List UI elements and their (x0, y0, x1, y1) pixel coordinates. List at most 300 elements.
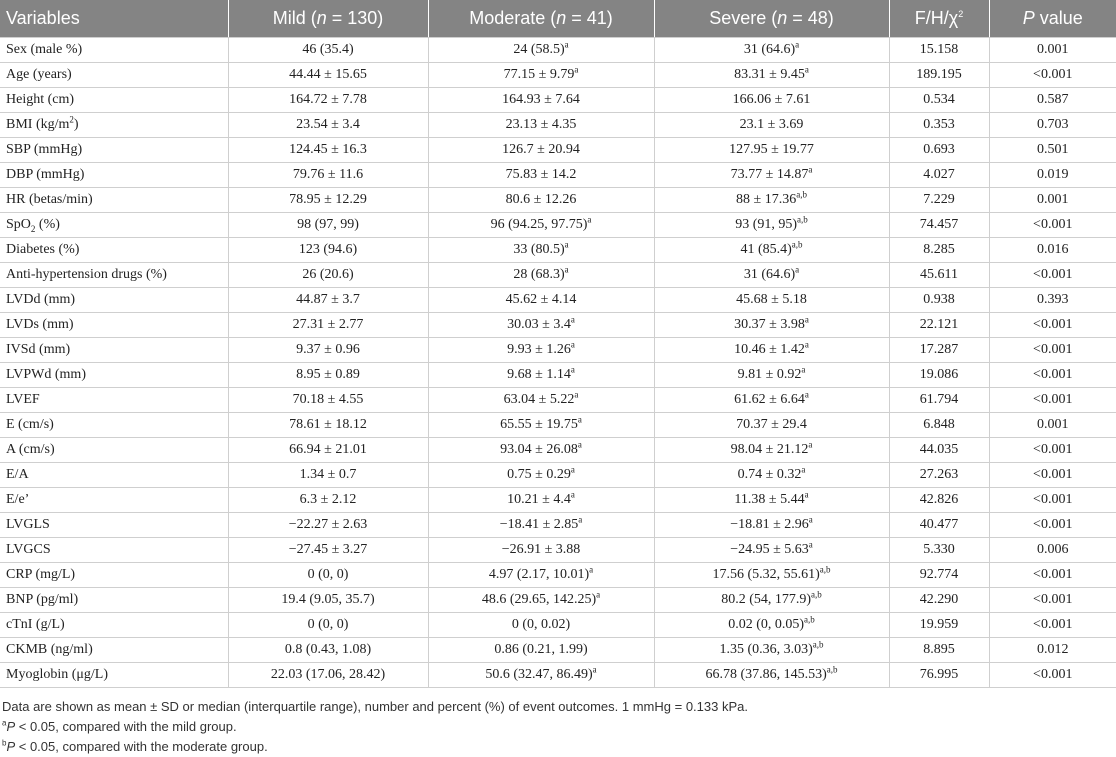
header-suffix: = 41) (566, 8, 613, 28)
cell-text: 11.38 ± 5.44 (734, 492, 805, 507)
table-cell (989, 288, 1116, 313)
cell-text: 78.61 ± 18.12 (289, 417, 367, 432)
cell-text: 30.37 ± 3.98 (734, 317, 805, 332)
cell-text: 23.1 ± 3.69 (739, 117, 804, 132)
table-row (0, 213, 1116, 238)
cell-text: 0.8 (0.43, 1.08) (284, 642, 372, 657)
table-row (0, 238, 1116, 263)
variable-name-cell (0, 363, 228, 388)
table-cell (654, 463, 889, 488)
table-cell (989, 413, 1116, 438)
cell-text: 42.290 (919, 592, 959, 607)
cell-text: A (cm/s) (6, 442, 55, 457)
table-cell (228, 313, 428, 338)
cell-text: 44.035 (919, 442, 959, 457)
cell-superscript: a,b (819, 564, 831, 575)
table-cell (889, 463, 989, 488)
table-cell (989, 138, 1116, 163)
table-row (0, 113, 1116, 138)
cell-text: 61.794 (919, 392, 959, 407)
header-text: Severe ( (709, 8, 778, 28)
cell-text: −26.91 ± 3.88 (501, 542, 581, 557)
cell-text: Age (years) (6, 67, 72, 82)
table-cell (428, 113, 654, 138)
cell-text: <0.001 (1033, 367, 1073, 382)
variable-name-cell (0, 388, 228, 413)
table-cell (654, 338, 889, 363)
variable-name-cell (0, 163, 228, 188)
table-cell (228, 138, 428, 163)
cell-text: LVEF (6, 392, 40, 407)
cell-text: 189.195 (916, 67, 962, 82)
cell-text: 65.55 ± 19.75 (500, 417, 578, 432)
table-cell (228, 463, 428, 488)
cell-text: 45.611 (920, 267, 958, 282)
cell-superscript: a (596, 589, 601, 600)
cell-text: IVSd (mm) (6, 342, 71, 357)
cell-text: 0.75 ± 0.29 (507, 467, 571, 482)
variable-name-cell (0, 513, 228, 538)
table-row (0, 88, 1116, 113)
cell-text: 0.353 (923, 117, 955, 132)
cell-text: 42.826 (919, 492, 959, 507)
table-cell (428, 638, 654, 663)
cell-superscript: a (587, 214, 592, 225)
cell-text: −24.95 ± 5.63 (730, 542, 809, 557)
cell-superscript: a (577, 414, 582, 425)
cell-text: 1.34 ± 0.7 (299, 467, 357, 482)
table-cell (989, 388, 1116, 413)
cell-text: 19.086 (919, 367, 959, 382)
variable-name-cell (0, 488, 228, 513)
table-cell (228, 288, 428, 313)
cell-superscript: a (804, 64, 809, 75)
table-cell (654, 538, 889, 563)
cell-text: 80.6 ± 12.26 (505, 192, 577, 207)
header-suffix: value (1034, 8, 1083, 28)
cell-text: 0.587 (1037, 92, 1069, 107)
cell-text: 22.03 (17.06, 28.42) (270, 667, 386, 682)
cell-text: 96 (94.25, 97.75) (490, 217, 588, 232)
table-cell (889, 338, 989, 363)
table-cell (428, 238, 654, 263)
table-row (0, 263, 1116, 288)
cell-text: 9.93 ± 1.26 (507, 342, 571, 357)
table-body (0, 38, 1116, 688)
cell-text: 0.393 (1037, 292, 1069, 307)
footnote (2, 697, 1116, 717)
table-cell (228, 638, 428, 663)
cell-text: 50.6 (32.47, 86.49) (485, 667, 593, 682)
cell-text: 19.959 (919, 617, 959, 632)
cell-superscript: a,b (826, 664, 838, 675)
table-cell (428, 138, 654, 163)
header-italic: n (556, 8, 567, 28)
table-row (0, 588, 1116, 613)
cell-text: 76.995 (919, 667, 959, 682)
table-cell (889, 238, 989, 263)
cell-text: LVGCS (6, 542, 51, 557)
cell-superscript: a (804, 339, 809, 350)
cell-text: 0.693 (923, 142, 955, 157)
cell-superscript: a (795, 264, 800, 275)
header-suffix: = 130) (326, 8, 384, 28)
cell-text: LVGLS (6, 517, 50, 532)
cell-text: −18.81 ± 2.96 (730, 517, 809, 532)
cell-text: 126.7 ± 20.94 (502, 142, 580, 157)
table-cell (889, 488, 989, 513)
table-row (0, 538, 1116, 563)
cell-text: <0.001 (1033, 342, 1073, 357)
table-cell (654, 138, 889, 163)
table-cell (889, 413, 989, 438)
variable-name-cell (0, 238, 228, 263)
cell-text: 80.2 (54, 177.9) (721, 592, 812, 607)
cell-text: 41 (85.4) (740, 242, 792, 257)
cell-text: 92.774 (919, 567, 959, 582)
cell-text: LVDs (mm) (6, 317, 74, 332)
table-cell (228, 563, 428, 588)
table-cell (654, 238, 889, 263)
cell-text: 4.97 (2.17, 10.01) (488, 567, 590, 582)
footnote-marker: b (2, 738, 7, 748)
header-text: Mild ( (272, 8, 317, 28)
table-cell (989, 438, 1116, 463)
table-cell (654, 113, 889, 138)
table-cell (654, 663, 889, 688)
table-row (0, 438, 1116, 463)
cell-subscript: 2 (30, 223, 36, 234)
table-row (0, 638, 1116, 663)
table-cell (654, 313, 889, 338)
table-cell (228, 163, 428, 188)
cell-text: 27.263 (919, 467, 959, 482)
cell-text: 17.287 (919, 342, 959, 357)
table-cell (889, 513, 989, 538)
variable-name-cell (0, 288, 228, 313)
variable-name-cell (0, 313, 228, 338)
cell-text: Anti-hypertension drugs (%) (6, 267, 167, 282)
table-cell (428, 588, 654, 613)
table-row (0, 63, 1116, 88)
table-cell (654, 638, 889, 663)
cell-text: −27.45 ± 3.27 (288, 542, 368, 557)
table-cell (428, 388, 654, 413)
table-cell (228, 538, 428, 563)
cell-superscript: a (570, 339, 575, 350)
cell-text: −18.41 ± 2.85 (499, 517, 579, 532)
table-cell (989, 163, 1116, 188)
table-cell (428, 563, 654, 588)
table-cell (428, 413, 654, 438)
table-cell (428, 213, 654, 238)
table-cell (989, 38, 1116, 63)
cell-text: Height (cm) (6, 92, 75, 107)
cell-superscript: a (564, 39, 569, 50)
cell-text: 0.703 (1037, 117, 1069, 132)
cell-text: 7.229 (923, 192, 955, 207)
cell-text: 33 (80.5) (513, 242, 565, 257)
cell-superscript: a (577, 439, 582, 450)
table-cell (889, 538, 989, 563)
table-cell (889, 63, 989, 88)
cell-text: 63.04 ± 5.22 (503, 392, 575, 407)
header-text: F/H/χ (914, 8, 959, 28)
cell-text: Diabetes (%) (6, 242, 80, 257)
variable-name-cell (0, 613, 228, 638)
cell-superscript: a (574, 64, 579, 75)
table-row (0, 388, 1116, 413)
table-cell (989, 213, 1116, 238)
cell-superscript: a (801, 464, 806, 475)
variable-name-cell (0, 663, 228, 688)
table-cell (228, 413, 428, 438)
cell-text: 10.46 ± 1.42 (734, 342, 805, 357)
footnote-text: Data are shown as mean ± SD or median (interquartile range), number and percent (%) of event outcomes. 1 mmHg = 0.133 kPa. (2, 699, 748, 714)
header-italic: n (777, 8, 788, 28)
cell-text: 19.4 (9.05, 35.7) (281, 592, 375, 607)
cell-superscript: a (570, 314, 575, 325)
cell-superscript: a (578, 514, 583, 525)
variable-name-cell (0, 138, 228, 163)
table-cell (228, 338, 428, 363)
cell-text: 127.95 ± 19.77 (729, 142, 814, 157)
table-cell (989, 263, 1116, 288)
cell-superscript: a (804, 489, 809, 500)
header-text: Moderate ( (469, 8, 557, 28)
table-cell (889, 363, 989, 388)
table-cell (428, 288, 654, 313)
cell-text: 93 (91, 95) (735, 217, 798, 232)
table-cell (228, 188, 428, 213)
cell-text: 166.06 ± 7.61 (732, 92, 811, 107)
cell-text: 0 (0, 0) (307, 567, 349, 582)
table-cell (654, 363, 889, 388)
variable-name-cell (0, 638, 228, 663)
variable-name-cell (0, 213, 228, 238)
cell-text: 123 (94.6) (298, 242, 358, 257)
table-row (0, 463, 1116, 488)
table-cell (428, 513, 654, 538)
table-cell (654, 438, 889, 463)
cell-text: <0.001 (1033, 492, 1073, 507)
cell-text: 44.44 ± 15.65 (289, 67, 367, 82)
table-cell (654, 263, 889, 288)
cell-superscript: a,b (804, 614, 815, 625)
table-cell (654, 163, 889, 188)
cell-text: SpO (6, 217, 31, 232)
table-cell (889, 288, 989, 313)
cell-text: 5.330 (923, 542, 955, 557)
cell-text: BMI (kg/m (6, 117, 70, 132)
cell-text: <0.001 (1033, 392, 1073, 407)
table-row (0, 288, 1116, 313)
table-cell (654, 588, 889, 613)
table-cell (989, 538, 1116, 563)
cell-text: <0.001 (1033, 317, 1073, 332)
table-cell (889, 313, 989, 338)
cell-text: 70.37 ± 29.4 (736, 417, 807, 432)
table-cell (228, 663, 428, 688)
table-cell (428, 313, 654, 338)
table-row (0, 613, 1116, 638)
column-header-mild (228, 0, 428, 38)
table-cell (654, 213, 889, 238)
footnote-text: < 0.05, compared with the mild group. (15, 719, 237, 734)
cell-text: 28 (68.3) (513, 267, 565, 282)
cell-text: 4.027 (923, 167, 955, 182)
cell-text: 1.35 (0.36, 3.03) (719, 642, 813, 657)
table-row (0, 163, 1116, 188)
cell-text: <0.001 (1033, 517, 1073, 532)
cell-superscript: a,b (796, 189, 807, 200)
cell-superscript: a (570, 364, 575, 375)
variable-name-cell (0, 438, 228, 463)
table-cell (228, 38, 428, 63)
cell-text: <0.001 (1033, 442, 1073, 457)
cell-superscript: a (589, 564, 594, 575)
cell-text: 0.02 (0, 0.05) (728, 617, 805, 632)
column-header-variables (0, 0, 228, 38)
variable-name-cell (0, 188, 228, 213)
column-header-p-value (989, 0, 1116, 38)
column-header-statistic (889, 0, 989, 38)
table-cell (889, 138, 989, 163)
cell-text: 0 (0, 0.02) (511, 617, 571, 632)
table-cell (428, 613, 654, 638)
cell-text: 31 (64.6) (743, 267, 796, 282)
header-italic: n (316, 8, 327, 28)
table-row (0, 313, 1116, 338)
table-cell (989, 663, 1116, 688)
cell-text: 24 (58.5) (513, 42, 565, 57)
cell-text: 61.62 ± 6.64 (734, 392, 805, 407)
cell-text: LVPWd (mm) (6, 367, 86, 382)
cell-text: 8.95 ± 0.89 (296, 367, 360, 382)
table-cell (989, 338, 1116, 363)
table-cell (989, 63, 1116, 88)
table-cell (428, 163, 654, 188)
table-row (0, 513, 1116, 538)
cell-text: 88 ± 17.36 (736, 192, 797, 207)
cell-text: LVDd (mm) (6, 292, 76, 307)
cell-superscript: a (808, 439, 813, 450)
table-cell (989, 588, 1116, 613)
table-row (0, 363, 1116, 388)
table-cell (228, 88, 428, 113)
table-cell (228, 263, 428, 288)
cell-text: 23.54 ± 3.4 (296, 117, 360, 132)
cell-superscript: a,b (797, 214, 808, 225)
cell-text: 10.21 ± 4.4 (507, 492, 571, 507)
table-cell (889, 263, 989, 288)
cell-text: Myoglobin (μg/L) (6, 667, 108, 682)
cell-text: <0.001 (1033, 67, 1073, 82)
table-cell (989, 238, 1116, 263)
table-cell (654, 413, 889, 438)
table-row (0, 663, 1116, 688)
cell-text: 40.477 (919, 517, 959, 532)
table-cell (889, 188, 989, 213)
cell-text: E/e’ (6, 492, 30, 507)
cell-text: 0.74 ± 0.32 (737, 467, 802, 482)
table-cell (428, 363, 654, 388)
table-cell (654, 513, 889, 538)
cell-text: CKMB (ng/ml) (6, 642, 93, 657)
cell-text: 83.31 ± 9.45 (734, 67, 805, 82)
cell-text: 26 (20.6) (302, 267, 354, 282)
cell-text: 17.56 (5.32, 55.61) (712, 567, 820, 582)
cell-text: <0.001 (1033, 467, 1073, 482)
cell-superscript: a (564, 264, 569, 275)
table-cell (228, 63, 428, 88)
table-cell (989, 88, 1116, 113)
table-cell (654, 88, 889, 113)
cell-text: 30.03 ± 3.4 (507, 317, 571, 332)
cell-text: 66.78 (37.86, 145.53) (705, 667, 827, 682)
cell-superscript: a,b (811, 589, 822, 600)
table-row (0, 138, 1116, 163)
table-cell (654, 563, 889, 588)
cell-text: 6.848 (923, 417, 955, 432)
footnote-italic: P (6, 739, 16, 754)
cell-text: 98.04 ± 21.12 (730, 442, 809, 457)
table-cell (889, 638, 989, 663)
cell-text: 164.93 ± 7.64 (502, 92, 580, 107)
table-row (0, 188, 1116, 213)
cell-text: 70.18 ± 4.55 (292, 392, 364, 407)
table-cell (428, 438, 654, 463)
table-cell (228, 613, 428, 638)
table-cell (428, 663, 654, 688)
table-cell (889, 588, 989, 613)
footnote (2, 737, 1116, 757)
cell-text: 73.77 ± 14.87 (730, 167, 809, 182)
cell-text: DBP (mmHg) (6, 167, 85, 182)
column-header-moderate (428, 0, 654, 38)
footnote-italic: P (6, 719, 16, 734)
variable-name-cell (0, 338, 228, 363)
cell-text: 0.534 (923, 92, 955, 107)
table-cell (889, 113, 989, 138)
table-cell (428, 38, 654, 63)
table-cell (989, 488, 1116, 513)
column-header-severe (654, 0, 889, 38)
table-cell (889, 38, 989, 63)
table-cell (228, 113, 428, 138)
cell-text: Sex (male %) (6, 42, 83, 57)
table-cell (989, 613, 1116, 638)
cell-superscript: a (570, 464, 575, 475)
cell-text: BNP (pg/ml) (6, 592, 79, 607)
table-cell (989, 313, 1116, 338)
cell-text: <0.001 (1033, 267, 1073, 282)
cell-text: 9.68 ± 1.14 (507, 367, 571, 382)
cell-text-after: (%) (35, 217, 60, 232)
cell-text: 6.3 ± 2.12 (299, 492, 357, 507)
cell-text: 66.94 ± 21.01 (289, 442, 367, 457)
cell-text: 0.001 (1037, 192, 1069, 207)
cell-superscript: a,b (812, 639, 824, 650)
table-cell (228, 213, 428, 238)
cell-text: 0.019 (1037, 167, 1069, 182)
cell-text: 23.13 ± 4.35 (505, 117, 577, 132)
table-cell (889, 88, 989, 113)
variable-name-cell (0, 263, 228, 288)
cell-text: 9.81 ± 0.92 (737, 367, 802, 382)
table-cell (889, 663, 989, 688)
cell-text: 0.86 (0.21, 1.99) (494, 642, 588, 657)
